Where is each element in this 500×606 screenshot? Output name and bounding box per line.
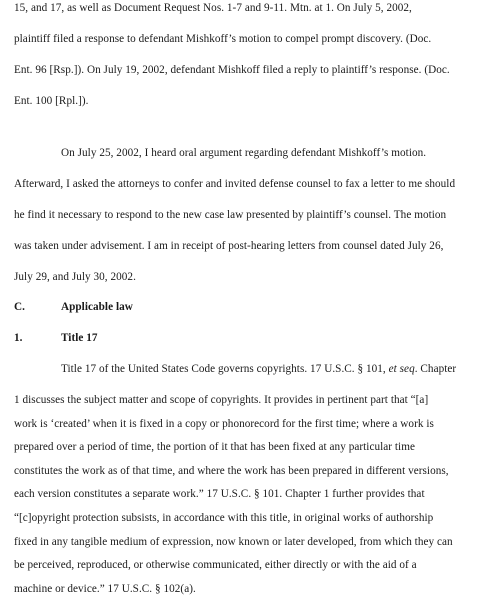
paragraph-line: 1 discusses the subject matter and scope of copyrights. It provides in pertinent part that “[a] — [14, 394, 429, 406]
citation-text: . Chapter — [414, 363, 457, 375]
paragraph-line: On July 25, 2002, I heard oral argument regarding defendant Mishkoff’s motion. — [61, 147, 427, 159]
paragraph-line: 15, and 17, as well as Document Request Nos. 1-7 and 9-11. Mtn. at 1. On July 5, 2002, — [14, 2, 412, 14]
paragraph-line: be perceived, reproduced, or otherwise communicated, either directly or with the aid of a — [14, 559, 417, 571]
paragraph-line: prepared over a period of time, the portion of it that has been fixed at any particular time — [14, 441, 415, 453]
paragraph-line: “[c]opyright protection subsists, in accordance with this title, in original works of authorship — [14, 512, 434, 524]
paragraph-line: July 29, and July 30, 2002. — [14, 271, 136, 283]
citation-italic: et seq — [388, 363, 415, 375]
paragraph-line: plaintiff filed a response to defendant Mishkoff’s motion to compel prompt discovery. (Doc. — [14, 33, 432, 45]
paragraph-line: Ent. 96 [Rsp.]). On July 19, 2002, defendant Mishkoff filed a reply to plaintiff’s response. (Doc. — [14, 64, 450, 76]
citation-text: Title 17 of the United States Code governs copyrights. 17 U.S.C. § 101, — [61, 363, 389, 375]
section-c-number: C. — [14, 301, 25, 313]
paragraph-line: he find it necessary to respond to the new case law presented by plaintiff’s counsel. The motion — [14, 209, 447, 221]
paragraph-line: work is ‘created’ when it is fixed in a copy or phonorecord for the first time; where a work is — [14, 418, 434, 430]
paragraph-line: Ent. 100 [Rpl.]). — [14, 95, 89, 107]
paragraph-line: fixed in any tangible medium of expression, now known or later developed, from which they can — [14, 536, 453, 548]
paragraph-line: each version constitutes a separate work.” 17 U.S.C. § 101. Chapter 1 further provides that — [14, 488, 425, 500]
section-c-title: Applicable law — [61, 301, 133, 313]
section-1-number: 1. — [14, 332, 23, 344]
paragraph-line: constitutes the work as of that time, and where the work has been prepared in different versions, — [14, 465, 449, 477]
paragraph-line: machine or device.” 17 U.S.C. § 102(a). — [14, 583, 196, 595]
section-1-title: Title 17 — [61, 332, 98, 344]
paragraph-line: Afterward, I asked the attorneys to confer and invited defense counsel to fax a letter to me should — [14, 178, 456, 190]
paragraph-line — [61, 362, 456, 376]
paragraph-line: was taken under advisement. I am in receipt of post-hearing letters from counsel dated July 26, — [14, 240, 444, 252]
